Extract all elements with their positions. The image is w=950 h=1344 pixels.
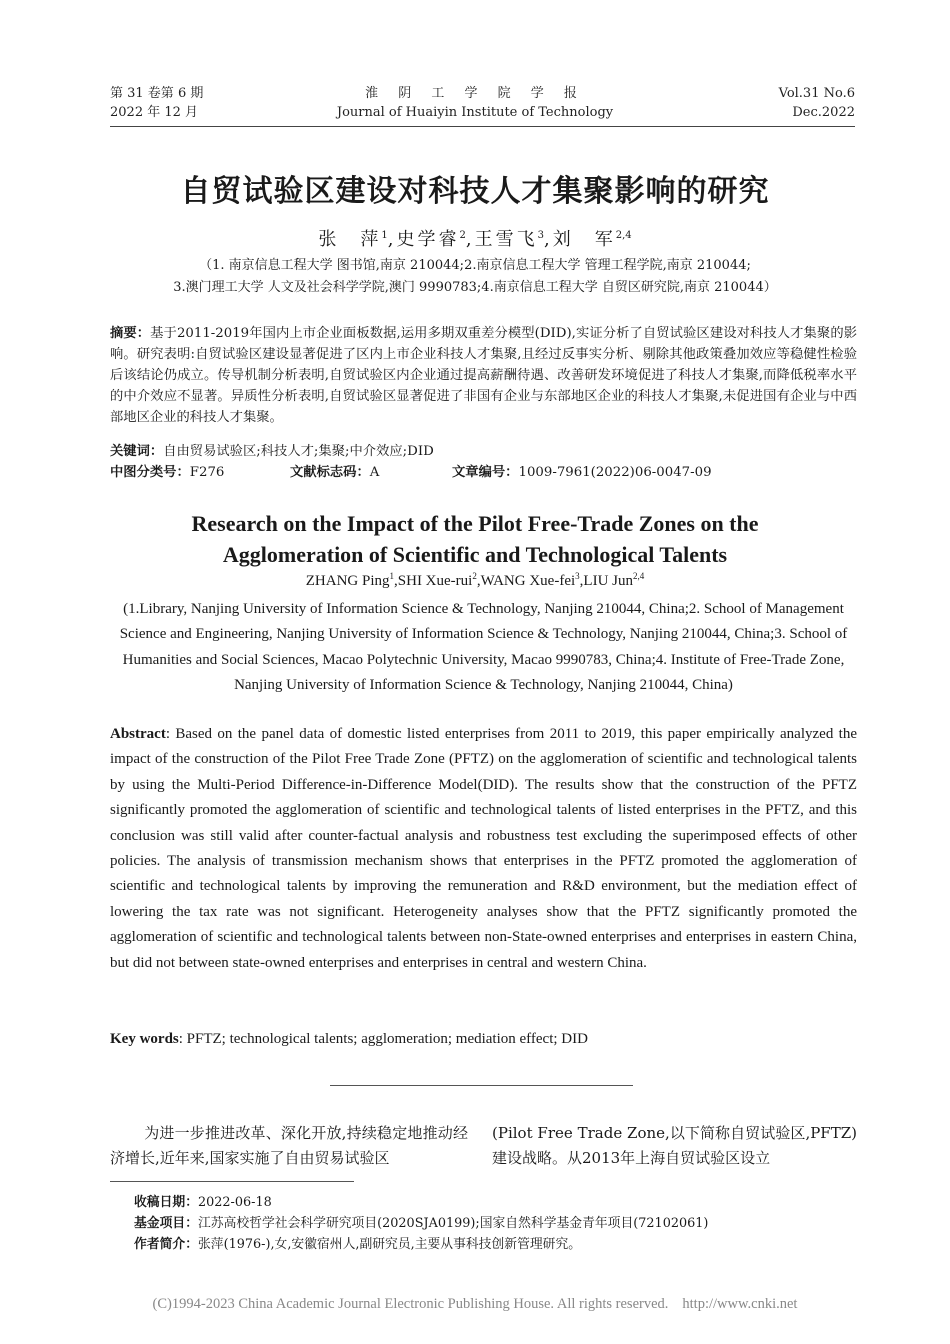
document-code-value: A: [369, 465, 380, 480]
body-column-left: [110, 1121, 468, 1171]
footnote-text: 张萍(1976-),女,安徽宿州人,副研究员,主要从事科技创新管理研究。: [197, 1237, 582, 1252]
affiliations-en: (1.Library, Nanjing University of Information Science & Technology, Nanjing 210044, China;2. School of Management Science and Engineering, Nanjing University of Information Science & Technology, Nanjing 210044, China;3. School of Humanities and Social Sciences, Macao Polytechnic University, Macao 9990783, China;4. Institute of Free-Trade Zone, Nanjing University of Information Science & Technology, Nanjing 210044, China): [119, 601, 848, 694]
header-date-en: Dec.2022: [792, 105, 855, 120]
footnote-text: 江苏高校哲学社会科学研究项目(2020SJA0199);国家自然科学基金青年项目(72102061): [197, 1216, 709, 1231]
author-affil-mark: 2,4: [632, 571, 645, 581]
author-list-en: ZHANG Ping$^1$,SHI Xue-rui$^2$,WANG Xue-fei$^3$,LIU Jun$^{2,4}$: [305, 571, 645, 589]
body-text-left: 为进一步推进改革、深化开放,持续稳定地推动经济增长,近年来,国家实施了自由贸易试验区: [110, 1124, 468, 1167]
copyright-notice: [0, 1296, 950, 1313]
journal-name-cn: 淮 阴 工 学 院 学 报: [365, 86, 585, 101]
keywords-cn: [110, 441, 857, 462]
paper-title-cn: 自贸试验区建设对科技人才集聚影响的研究: [180, 174, 770, 209]
affiliations-cn: [0, 255, 950, 299]
author-affil-mark: 2,4: [615, 230, 632, 241]
author-name: 王雪飞: [474, 229, 538, 250]
footnote-text: 2022-06-18: [197, 1195, 272, 1210]
abstract-cn: [110, 323, 857, 428]
body-text-right: (Pilot Free Trade Zone,以下简称自贸试验区,PFTZ)建设战略。从2013年上海自贸试验区设立: [492, 1124, 857, 1167]
author-name-en: ZHANG Ping: [305, 573, 390, 589]
footnotes: [134, 1192, 854, 1255]
author-name-en: SHI Xue-rui: [397, 573, 473, 589]
footnote-received: [134, 1192, 854, 1213]
footnote-funding: [134, 1213, 854, 1234]
author-affil-mark: 2: [459, 230, 466, 241]
author-name: 张 萍: [318, 229, 382, 250]
keywords-text-cn: 自由贸易试验区;科技人才;集聚;中介效应;DID: [163, 444, 434, 459]
section-divider: [330, 1085, 633, 1086]
author-name: 史学睿: [396, 229, 460, 250]
footnote-divider: [110, 1181, 354, 1182]
author-affil-mark: 2: [472, 571, 477, 581]
author-affil-mark: 3: [575, 571, 580, 581]
abstract-text-en: Based on the panel data of domestic listed enterprises from 2011 to 2019, this paper empirically analyzed the impact of the construction of the Pilot Free Trade Zone (PFTZ) on the agglomeration of scientific and technological talents by using the Multi-Period Difference-in-Difference Model(DID). The results show that the construction of the PFTZ significantly promoted the agglomeration of scientific and technological talents of listed enterprises in the PFTZ, and this conclusion was still valid after counter-factual analysis and robustness test excluding the superimposed effects of other policies. The analysis of transmission mechanism shows that enterprises in the PFTZ promoted the agglomeration of scientific and technological talents by improving the remuneration and R&D environment, but the mediation effect of lowering the tax rate was not significant. Heterogeneity analyses show that the PFTZ significantly promoted the agglomeration of scientific and technological talents between non-State-owned enterprises and enterprises in eastern China, but did not between state-owned enterprises and enterprises in central and western China.: [110, 726, 857, 971]
clc-number: [110, 462, 224, 483]
keywords-colon: :: [178, 1031, 183, 1047]
footnote-label: 基金项目：: [134, 1216, 198, 1231]
copyright-text: (C)1994-2023 China Academic Journal Electronic Publishing House. All rights reserved.: [152, 1296, 669, 1312]
header-rule: [110, 126, 855, 127]
document-code: [290, 462, 379, 483]
keywords-label-cn: 关键词：: [110, 444, 164, 459]
abstract-label-cn: 摘要：: [110, 326, 151, 341]
paper-title-en: [0, 508, 950, 570]
abstract-label-en: Abstract: [110, 726, 166, 742]
journal-name-en: Journal of Huaiyin Institute of Technology: [336, 105, 614, 120]
body-column-right: [492, 1121, 857, 1171]
clc-label: 中图分类号：: [110, 465, 190, 480]
affiliation-line: 3.澳门理工大学 人文及社会科学学院,澳门 9990783;4.南京信息工程大学 自贸区研究院,南京 210044）: [173, 280, 777, 295]
author-affil-mark: 1: [381, 230, 388, 241]
header-volume: 第 31 卷第 6 期: [110, 86, 204, 101]
header-volume-en: Vol.31 No.6: [778, 86, 855, 101]
abstract-en: [110, 722, 857, 976]
title-en-line: Agglomeration of Scientific and Technological Talents: [222, 542, 728, 567]
clc-value: F276: [189, 465, 225, 480]
cnki-link[interactable]: http://www.cnki.net: [682, 1296, 798, 1312]
footnote-label: 作者简介：: [134, 1237, 198, 1252]
keywords-en: [110, 1027, 857, 1052]
keywords-text-en: PFTZ; technological talents; agglomeration; mediation effect; DID: [186, 1031, 588, 1047]
author-list-cn: 张 萍$^1$,史学睿$^2$,王雪飞$^3$,刘 军$^{2,4}$: [318, 229, 632, 250]
author-affil-mark: 3: [537, 230, 544, 241]
author-name-en: LIU Jun: [583, 573, 633, 589]
article-number-label: 文章编号：: [452, 465, 519, 480]
keywords-label-en: Key words: [110, 1031, 179, 1047]
affiliation-line: （1. 南京信息工程大学 图书馆,南京 210044;2.南京信息工程大学 管理工程学院,南京 210044;: [199, 258, 751, 273]
footnote-author-bio: [134, 1234, 854, 1255]
header-date: 2022 年 12 月: [110, 105, 199, 120]
abstract-text-cn: 基于2011-2019年国内上市企业面板数据,运用多期双重差分模型(DID),实证分析了自贸试验区建设对科技人才集聚的影响。研究表明:自贸试验区建设显著促进了区内上市企业科技人才集聚,且经过反事实分析、剔除其他政策叠加效应等稳健性检验后该结论仍成立。传导机制分析表明,自贸试验区内企业通过提高薪酬待遇、改善研发环境促进了科技人才集聚,而降低税率水平的中介效应不显著。异质性分析表明,自贸试验区显著促进了非国有企业与东部地区企业的科技人才集聚,未促进国有企业与中西部地区企业的科技人才集聚。: [110, 326, 858, 425]
header-issue-info-en: [779, 84, 855, 122]
author-name: 刘 军: [552, 229, 616, 250]
title-en-line: Research on the Impact of the Pilot Free-Trade Zones on the: [191, 511, 759, 536]
author-name-en: WANG Xue-fei: [480, 573, 576, 589]
author-affil-mark: 1: [389, 571, 395, 581]
article-number: [452, 462, 712, 483]
document-code-label: 文献标志码：: [290, 465, 370, 480]
abstract-colon: :: [165, 726, 170, 742]
footnote-label: 收稿日期：: [134, 1195, 198, 1210]
article-number-value: 1009-7961(2022)06-0047-09: [518, 465, 712, 480]
